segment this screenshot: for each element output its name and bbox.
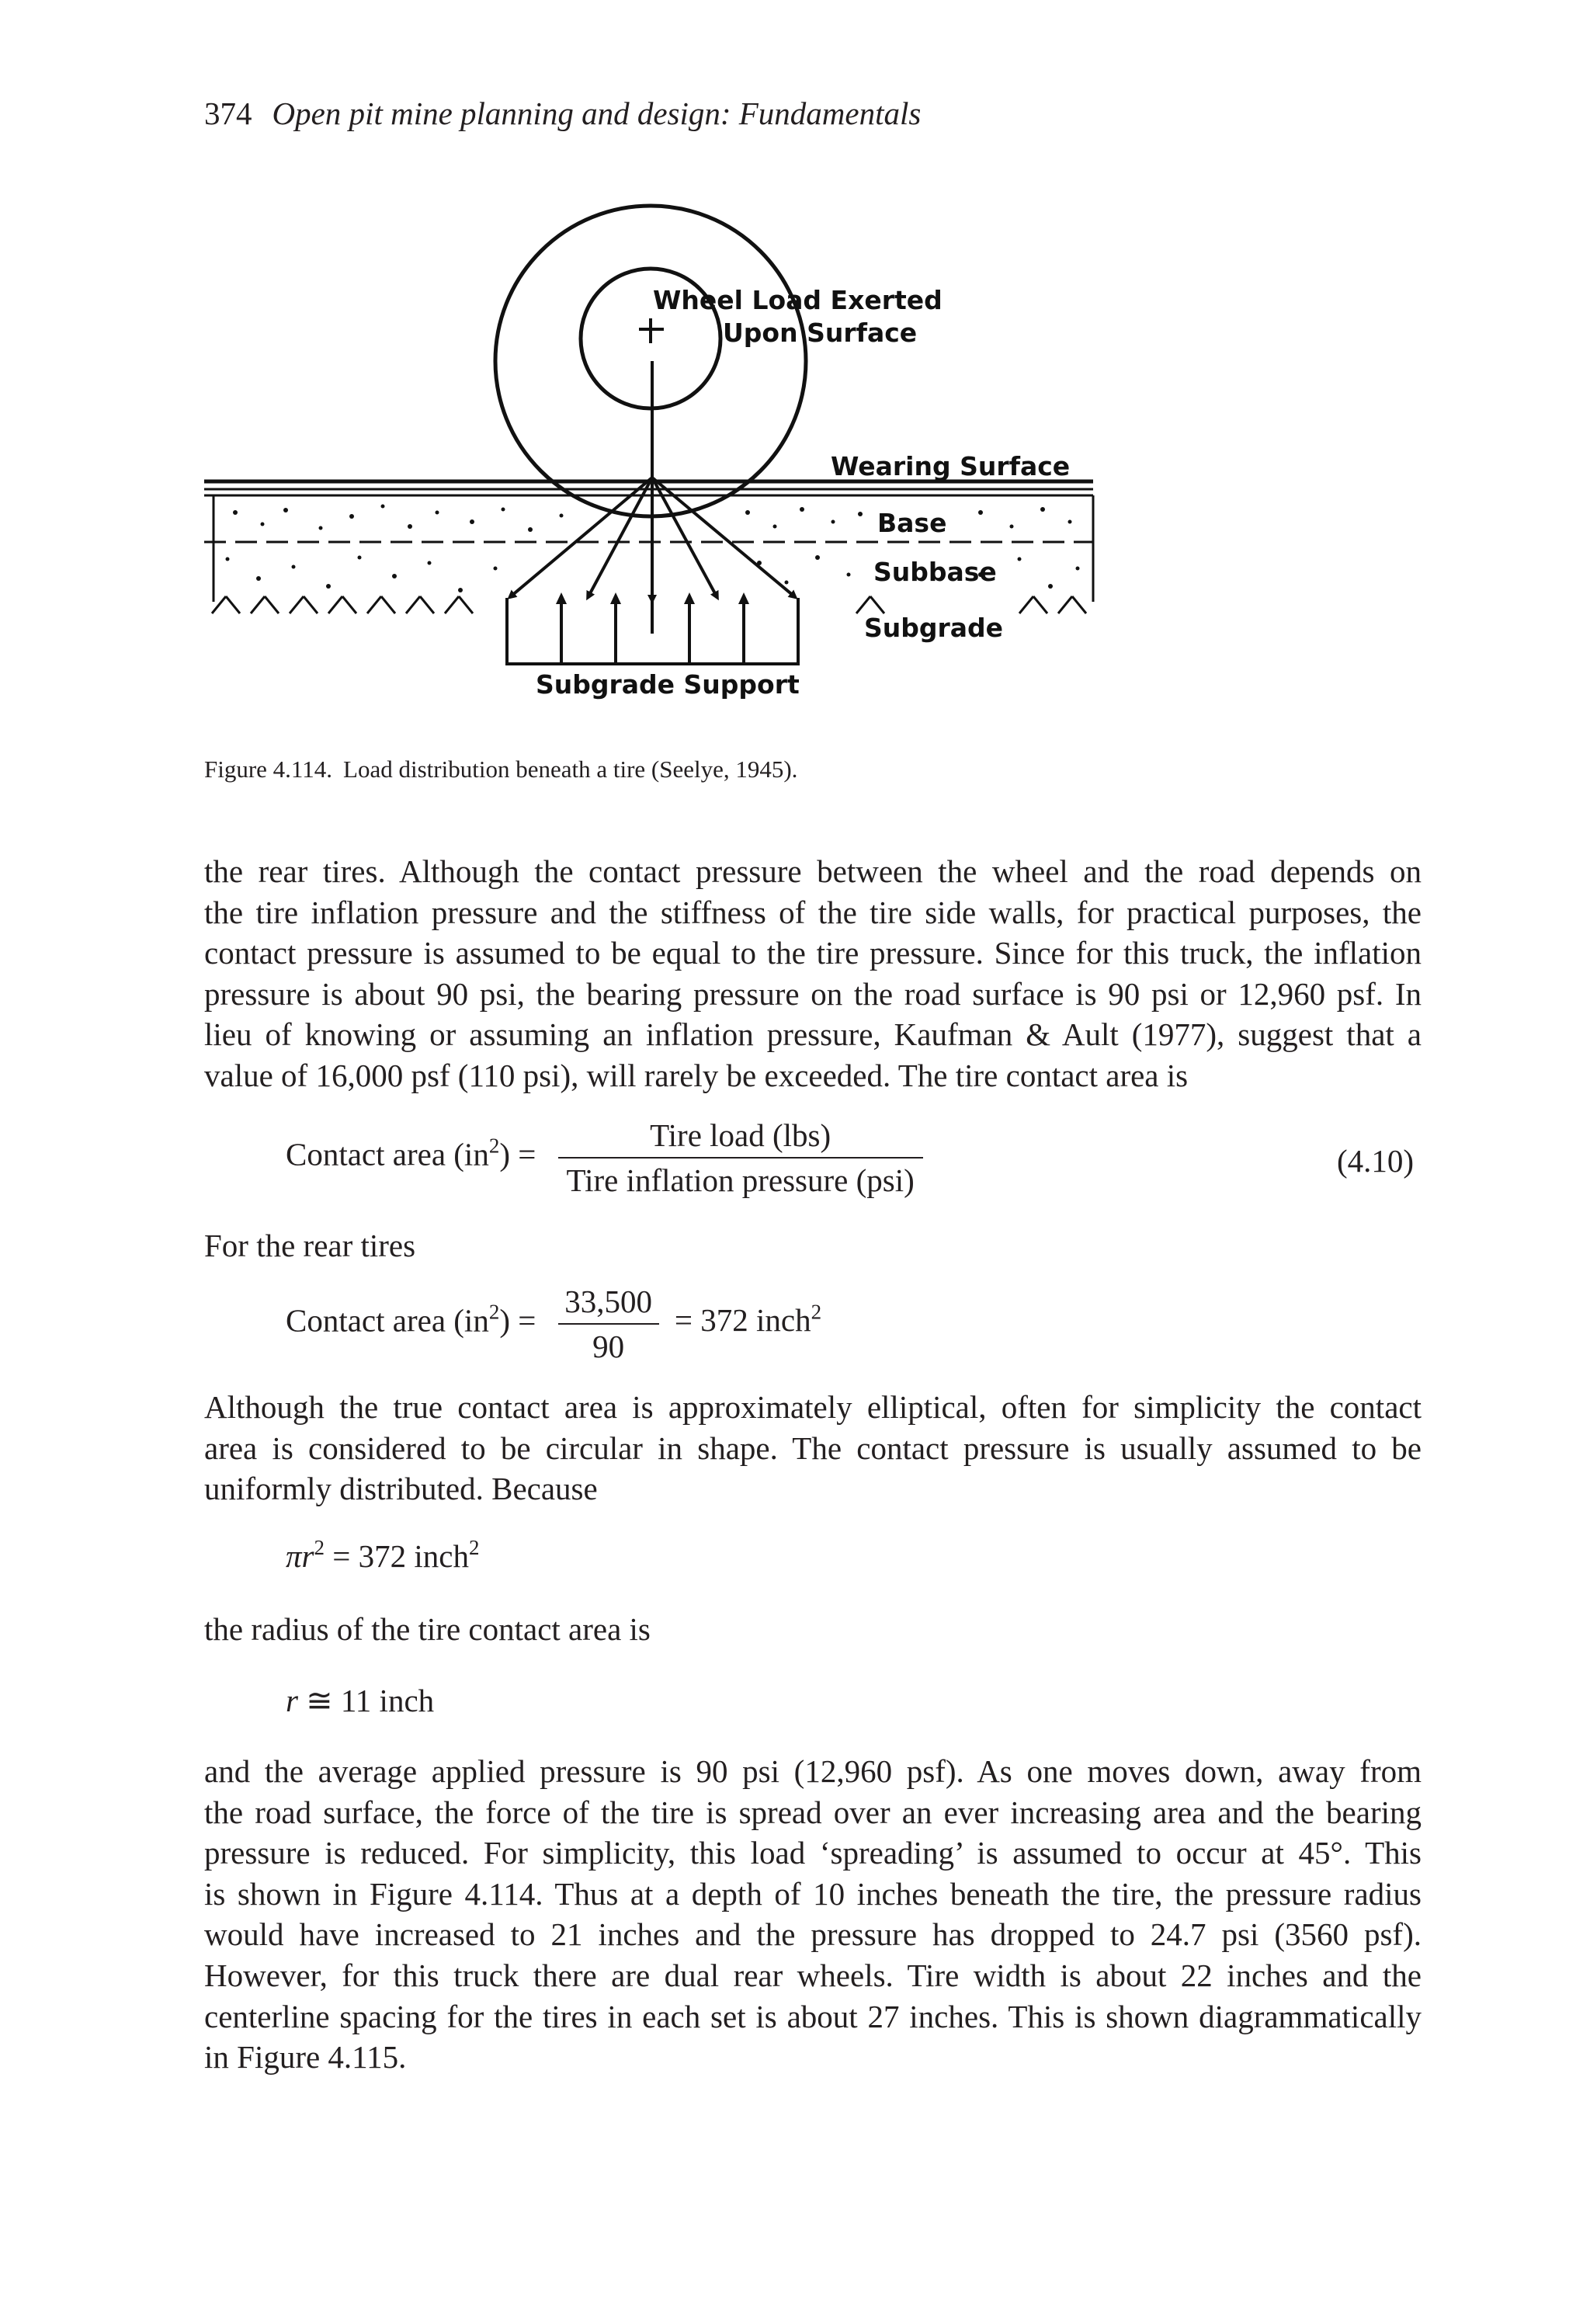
label-upon-surface: Upon Surface bbox=[723, 318, 918, 348]
page-number: 374 bbox=[204, 96, 252, 131]
text-line: However, for this truck there are dual rear wheels. Tire width is about 22 inches and the bbox=[204, 1957, 1422, 1993]
text-line: in Figure 4.115. bbox=[204, 2039, 407, 2076]
eq-r: r bbox=[286, 1683, 298, 1718]
eq-numerator: 33,500 bbox=[558, 1283, 659, 1325]
text-line: is shown in Figure 4.114. Thus at a depth of 10 inches beneath the tire, the pressure radius bbox=[204, 1875, 1422, 1912]
book-title: Open pit mine planning and design: Fundamentals bbox=[272, 96, 922, 131]
eq-numerator: Tire load (lbs) bbox=[558, 1117, 923, 1159]
equation-rear-tires bbox=[286, 1283, 821, 1365]
radius-text: the radius of the tire contact area is bbox=[204, 1611, 651, 1647]
text-line: lieu of knowing or assuming an inflation pressure, Kaufman & Ault (1977), suggest that a bbox=[204, 1016, 1422, 1053]
eq-denominator: 90 bbox=[592, 1329, 625, 1364]
eq-denominator: Tire inflation pressure (psi) bbox=[566, 1162, 915, 1198]
text-line: and the average applied pressure is 90 psi (12,960 psf). As one moves down, away from bbox=[204, 1753, 1422, 1789]
eq-rhs: ≅ 11 inch bbox=[297, 1683, 435, 1718]
eq-rhs: = 372 inch bbox=[325, 1538, 469, 1574]
running-header bbox=[204, 95, 921, 132]
rear-tires-text: For the rear tires bbox=[204, 1228, 416, 1263]
caption-text: Load distribution beneath a tire (Seelye, 1945). bbox=[343, 756, 798, 783]
text-line: pressure is reduced. For simplicity, this load ‘spreading’ is assumed to occur at 45°. This bbox=[204, 1835, 1422, 1871]
caption-number: Figure 4.114. bbox=[204, 756, 333, 783]
subgrade-hatching bbox=[212, 596, 1086, 613]
eq-rhs-exponent: 2 bbox=[468, 1536, 480, 1559]
eq-fraction bbox=[558, 1283, 659, 1365]
text-line: the tire inflation pressure and the stiffness of the tire side walls, for practical purposes, the bbox=[204, 894, 1422, 930]
eq-result-exponent: 2 bbox=[811, 1300, 822, 1324]
equation-number: (4.10) bbox=[1337, 1143, 1415, 1179]
figure-load-distribution bbox=[204, 171, 1122, 707]
text-line: value of 16,000 psf (110 psi), will rarely be exceeded. The tire contact area is bbox=[204, 1057, 1189, 1093]
text-line: the rear tires. Although the contact pressure between the wheel and the road depends on bbox=[204, 853, 1422, 889]
load-distribution-diagram bbox=[204, 171, 1122, 707]
label-subgrade-support: Subgrade Support bbox=[536, 669, 800, 700]
text-line: uniformly distributed. Because bbox=[204, 1471, 598, 1507]
text-line: pressure is about 90 psi, the bearing pressure on the road surface is 90 psi or 12,960 psf. In bbox=[204, 975, 1422, 1012]
eq-lhs-suffix: ) = bbox=[499, 1136, 536, 1172]
equation-circle-area bbox=[286, 1536, 479, 1575]
eq-exponent: 2 bbox=[488, 1300, 500, 1324]
eq-exponent: 2 bbox=[314, 1536, 325, 1559]
equation-radius bbox=[286, 1682, 434, 1719]
eq-result: = 372 inch bbox=[674, 1302, 811, 1339]
eq-lhs: Contact area (in bbox=[286, 1302, 489, 1339]
label-wearing-surface: Wearing Surface bbox=[831, 451, 1071, 481]
paragraph-load-spreading bbox=[204, 1751, 1422, 2078]
eq-lhs-suffix: ) = bbox=[499, 1302, 536, 1339]
eq-r: r bbox=[301, 1538, 314, 1574]
paragraph-contact-pressure bbox=[204, 851, 1422, 1096]
equation-4-10 bbox=[286, 1117, 923, 1199]
text-line: the road surface, the force of the tire is spread over an ever increasing area and the bearing bbox=[204, 1794, 1422, 1830]
text-line: area is considered to be circular in shape. The contact pressure is usually assumed to be bbox=[204, 1429, 1422, 1466]
label-subgrade: Subgrade bbox=[864, 613, 1004, 643]
figure-caption bbox=[204, 756, 797, 783]
eq-exponent: 2 bbox=[488, 1134, 500, 1158]
text-line: contact pressure is assumed to be equal to the tire pressure. Since for this truck, the inflation bbox=[204, 935, 1422, 971]
label-subbase: Subbase bbox=[873, 557, 997, 587]
eq-fraction bbox=[558, 1117, 923, 1199]
eq-pi: π bbox=[286, 1538, 302, 1574]
paragraph-contact-area-shape bbox=[204, 1387, 1422, 1509]
text-line: would have increased to 21 inches and the pressure has dropped to 24.7 psi (3560 psf). bbox=[204, 1916, 1422, 1953]
text-line: centerline spacing for the tires in each set is about 27 inches. This is shown diagrammatically bbox=[204, 1998, 1422, 2034]
label-base: Base bbox=[877, 508, 947, 538]
text-line: Although the true contact area is approximately elliptical, often for simplicity the contact bbox=[204, 1389, 1422, 1425]
label-wheel-load: Wheel Load Exerted bbox=[653, 285, 943, 315]
eq-lhs: Contact area (in bbox=[286, 1136, 489, 1172]
